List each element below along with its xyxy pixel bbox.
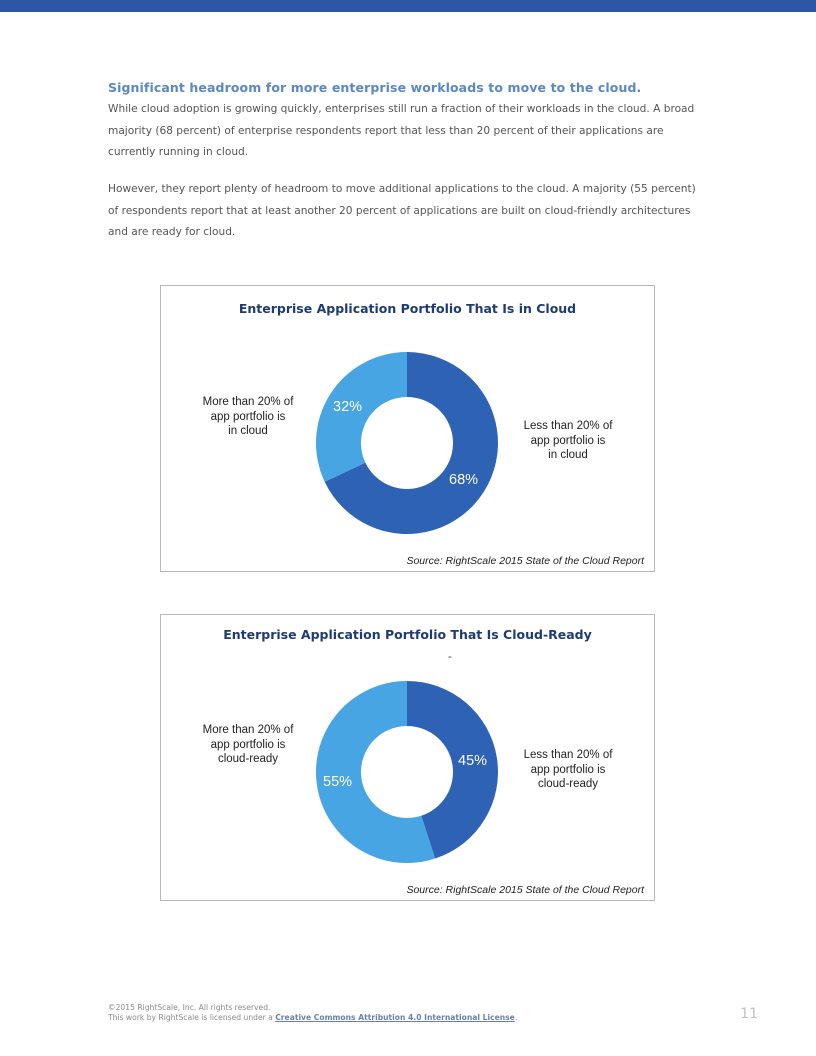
label-line: Less than 20% of xyxy=(523,749,613,761)
label-line: app portfolio is xyxy=(210,410,286,423)
donut-slice xyxy=(316,352,407,482)
left-category-label xyxy=(193,723,303,767)
label-line: More than 20% of xyxy=(202,724,294,736)
chart-title: Enterprise Application Portfolio That Is Cloud-Ready xyxy=(223,627,592,642)
label-line: Less than 20% of xyxy=(523,420,613,432)
label-line: app portfolio is xyxy=(530,434,606,447)
left-category-label xyxy=(193,395,303,439)
chart-source: Source: RightScale 2015 State of the Cloud Report xyxy=(406,884,644,896)
label-line: app portfolio is xyxy=(210,738,286,751)
label-line: in cloud xyxy=(228,425,268,437)
chart-marker: - xyxy=(448,651,452,663)
slice-value-label: 45% xyxy=(458,753,488,769)
slice-value-label: 32% xyxy=(333,399,363,415)
chart-source: Source: RightScale 2015 State of the Cloud Report xyxy=(406,555,644,567)
label-line: More than 20% of xyxy=(202,396,294,408)
footer-copyright: ©2015 RightScale, Inc. All rights reserved. xyxy=(108,1003,271,1012)
slice-value-label: 55% xyxy=(323,774,353,790)
right-category-label xyxy=(513,419,623,463)
label-line: cloud-ready xyxy=(537,778,599,790)
section-heading: Significant headroom for more enterprise workloads to move to the cloud. xyxy=(108,80,642,95)
paragraph-2: However, they report plenty of headroom to move additional applications to the cloud. A majority (55 percent) of respondents report that at least another 20 percent of applications are built on cloud-friendly architectures and are ready for cloud. xyxy=(108,183,696,238)
footer xyxy=(108,1003,517,1022)
chart-in-cloud xyxy=(160,285,655,572)
paragraph-1: While cloud adoption is growing quickly, enterprises still run a fraction of their workloads in the cloud. A broad majority (68 percent) of enterprise respondents report that less than 20 percent of their applications are currently running in cloud. xyxy=(108,103,695,158)
footer-license xyxy=(108,1013,517,1023)
license-suffix: . xyxy=(514,1012,518,1022)
license-prefix: This work by RightScale is licensed under a xyxy=(108,1012,276,1022)
chart-cloud-ready xyxy=(160,614,655,901)
label-line: app portfolio is xyxy=(530,763,606,776)
slice-value-label: 68% xyxy=(449,472,479,488)
right-category-label xyxy=(513,748,623,792)
top-accent-bar xyxy=(0,0,816,12)
page-number: 11 xyxy=(740,1006,758,1022)
label-line: cloud-ready xyxy=(217,753,279,765)
chart-title: Enterprise Application Portfolio That Is in Cloud xyxy=(238,301,577,316)
label-line: in cloud xyxy=(548,449,588,461)
license-link[interactable]: Creative Commons Attribution 4.0 International License xyxy=(275,1012,515,1022)
